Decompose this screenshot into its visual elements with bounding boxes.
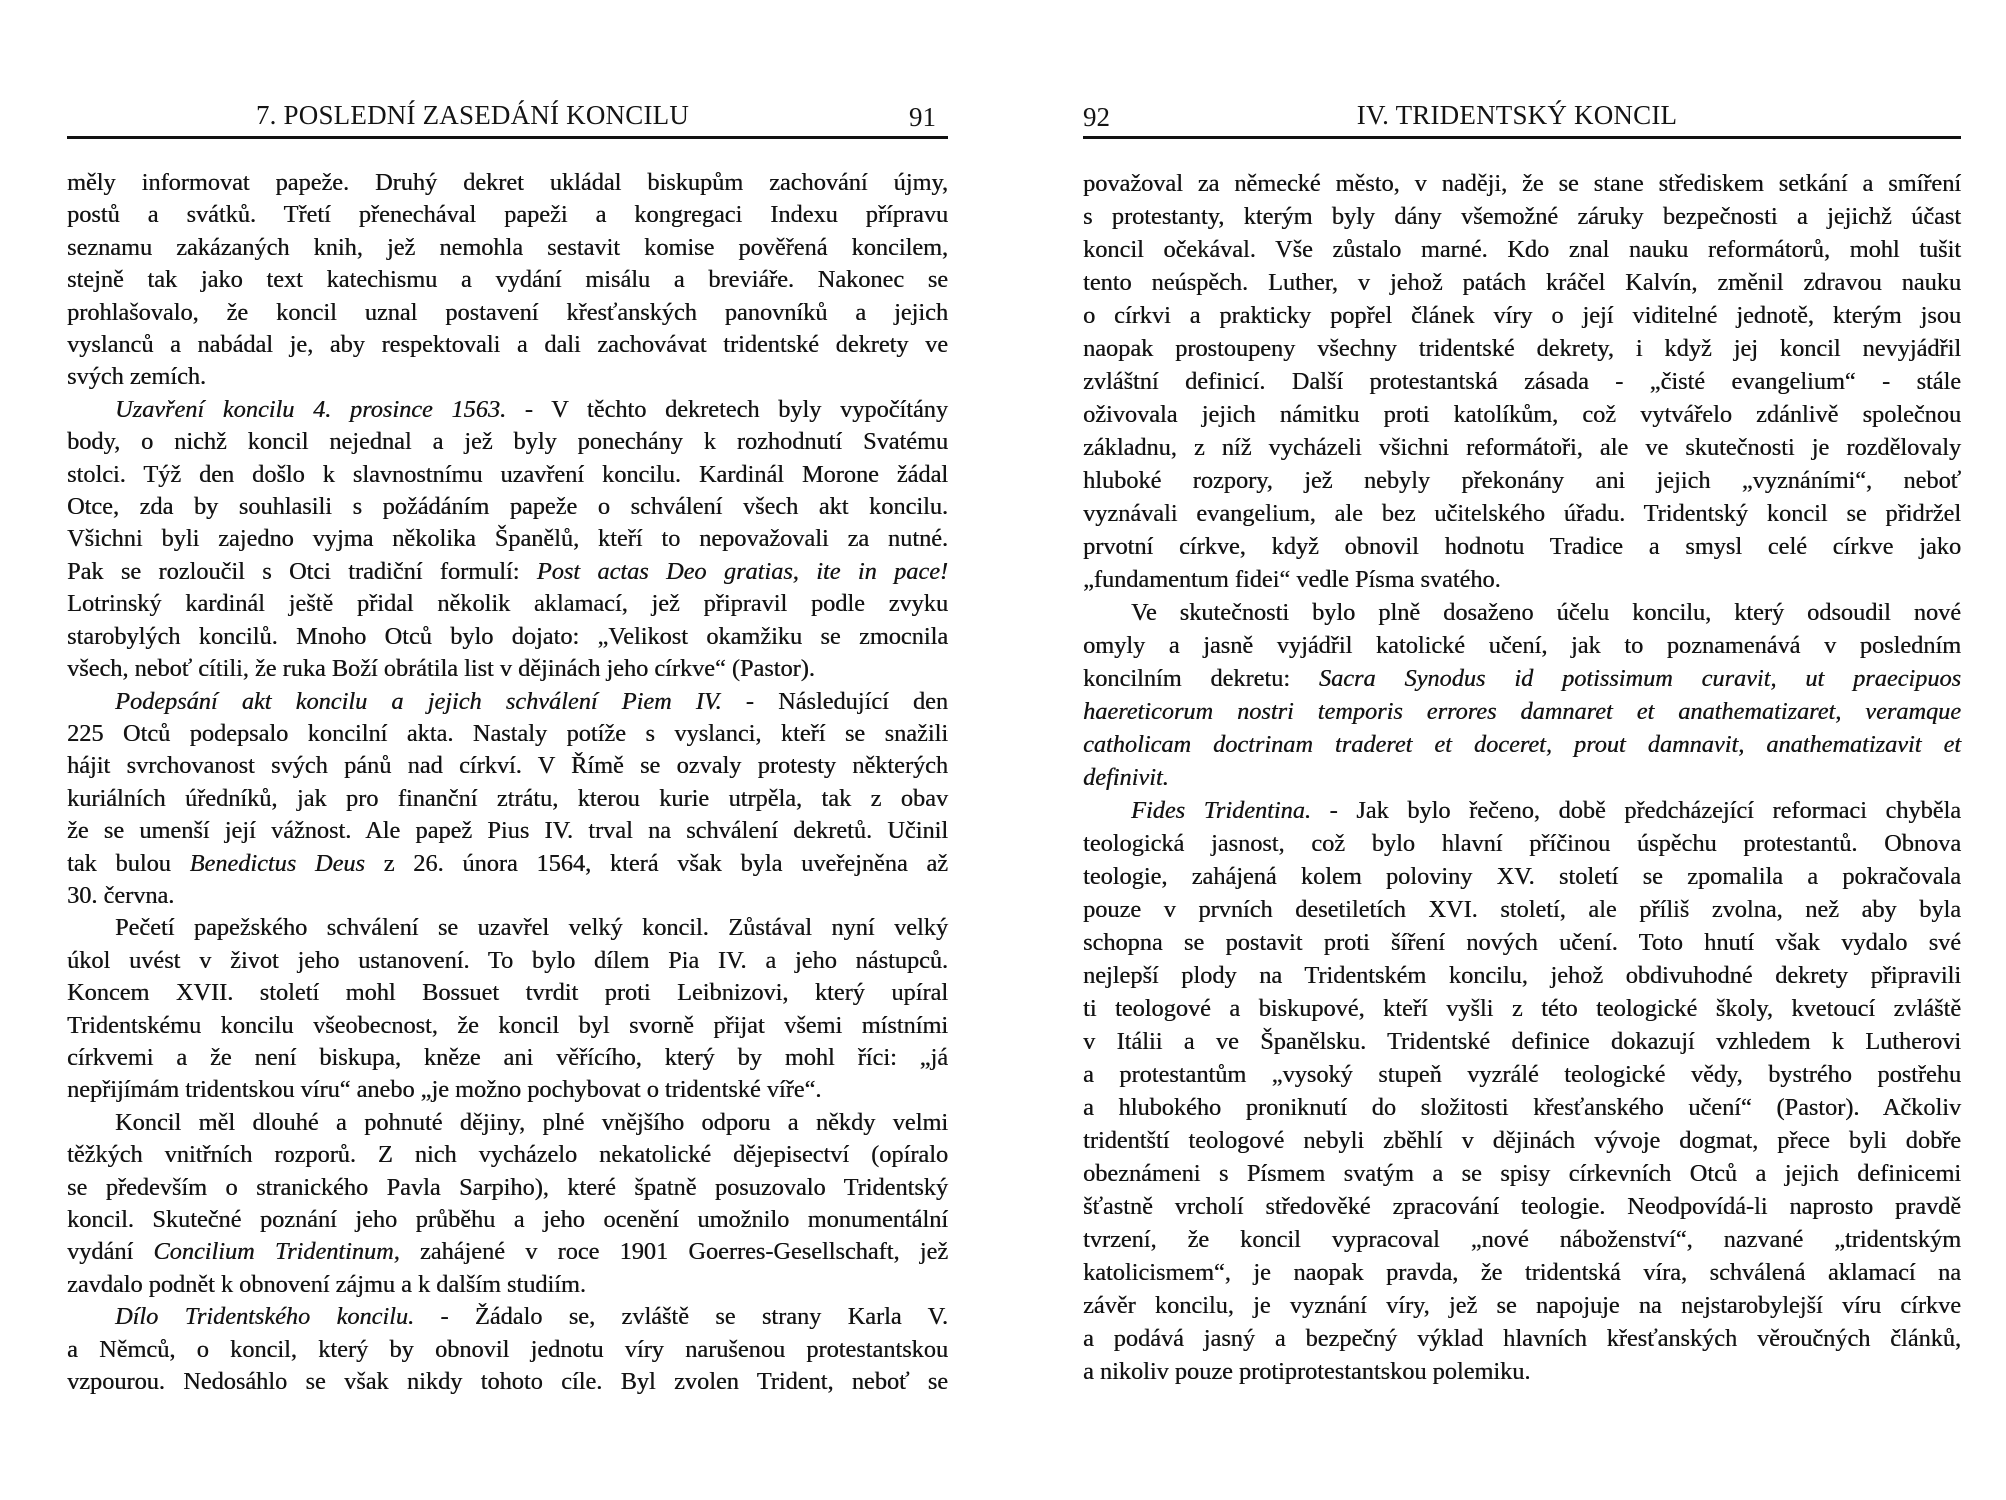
text-line [67,167,948,199]
text-line [1083,827,1961,860]
text-line [67,880,948,912]
text: šťastně vrcholí středověké zpracování teologie. Neodpovídá-li naprosto pravdě [1083,1193,1961,1220]
text-line [1083,299,1961,332]
text-line [67,848,948,880]
text-line [1083,1190,1961,1223]
page-number: 92 [1083,102,1110,132]
text: tvrzení, že koncil vypracoval „nové náboženství“, nazvané „tridentským [1083,1226,1961,1253]
text: schopna se postavit proti šíření nových učení. Toto hnutí však vydalo své [1083,929,1961,956]
italic-text: Sacra Synodus id potissimum curavit, ut praecipuos [1318,665,1961,692]
text: Koncil měl dlouhé a pohnuté dějiny, plné vnějšího odporu a někdy velmi [115,1108,948,1136]
paragraph [67,1301,948,1398]
text-line [67,1172,948,1204]
text: 225 Otců podepsalo koncilní akta. Nastaly potíže s vyslanci, kteří se snažili [67,719,948,747]
text-line [67,426,948,458]
italic-text: Dílo Tridentského koncilu. [115,1303,415,1331]
text: koncil. Skutečné poznání jeho průběhu a jeho ocenění umožnilo monumentální [67,1206,948,1233]
text-line [1083,1124,1961,1157]
paragraph [1083,596,1961,794]
text-line [1083,1025,1961,1058]
text-line [67,1107,948,1139]
text-line [67,718,948,750]
text-line [67,459,948,491]
text: Ve skutečnosti bylo plně dosaženo účelu koncilu, který odsoudil nové [1131,599,1961,626]
text-line [1083,1223,1961,1256]
text-line [67,783,948,815]
text: že se umenší její vážnost. Ale papež Pius IV. trval na schválení dekretů. Učinil [67,817,948,845]
chapter-title: 7. POSLEDNÍ ZASEDÁNÍ KONCILU [255,100,690,130]
text-line [1083,1289,1961,1322]
text-line [67,329,948,361]
text: obeznámeni s Písmem svatým a se spisy církevních Otců a jejich definicemi [1083,1160,1961,1187]
text: a podává jasný a bezpečný výklad hlavních křesťanských věroučných článků, [1083,1325,1961,1352]
paragraph [67,686,948,913]
text-line [67,361,948,393]
text-line [1083,695,1961,728]
text-line [67,523,948,555]
text: Pak se rozloučil s Otci tradiční formulí: [67,557,537,585]
text: vyslanců a nabádal je, aby respektovali a dali zachovávat tridentské dekrety ve [67,331,948,359]
text-line [1083,464,1961,497]
italic-text: Concilium Tridentinum, [153,1238,400,1266]
italic-text: Uzavření koncilu 4. prosince 1563. [115,395,507,423]
text-line [1083,233,1961,266]
header-rule [1083,136,1961,139]
text: z 26. února 1564, která však byla uveřejněna až [364,849,948,877]
italic-text: catholicam doctrinam traderet et doceret, prout damnavit, anathematizavit et [1083,731,1961,758]
text-line [1083,761,1961,794]
paragraph [1083,794,1961,1388]
text: zahájené v roce 1901 Goerres-Gesellschaft, jež [399,1238,949,1266]
page-body [67,167,948,1398]
text-line [1083,167,1961,200]
text: tridentští teologové nebyli zběhlí v dějinách vývoje dogmat, přece byli dobře [1083,1127,1961,1154]
text: hluboké rozpory, jež nebyly překonány ani jejich „vyznáními“, neboť [1083,467,1961,494]
text-line [1083,431,1961,464]
text: Otce, zda by souhlasili s požádáním papeže o schválení všech akt koncilu. [67,493,948,521]
italic-text: haereticorum nostri temporis errores damnaret et anathematizaret, veramque [1083,698,1961,725]
text: „fundamentum fidei“ vedle Písma svatého. [1083,566,1501,593]
text-line [1083,959,1961,992]
text-line [1083,992,1961,1025]
text: postů a svátků. Třetí přenechával papeži a kongregaci Indexu přípravu [67,201,948,229]
text: kuriálních úředníků, jak pro finanční ztrátu, kterou kurie utrpěla, tak z obav [67,784,948,812]
text-line [67,297,948,329]
text-line [1083,1355,1961,1388]
text: omyly a jasně vyjádřil katolické učení, jak to poznamenává v posledním [1083,632,1961,659]
text: svých zemích. [67,363,206,391]
text-line [67,394,948,426]
text: a hlubokého proniknutí do složitosti křesťanského učení“ (Pastor). Ačkoliv [1083,1094,1961,1121]
text: těžkých vnitřních rozporů. Z nich vycházelo nekatolické dějepisectví (opíralo [67,1141,948,1169]
text: tento neúspěch. Luther, v jehož patách kráčel Kalvín, změnil zdravou nauku [1083,269,1961,296]
running-header [67,96,948,134]
text-line [1083,728,1961,761]
paragraph [1083,167,1961,596]
text-line [67,750,948,782]
text-line [1083,662,1961,695]
text-line [67,556,948,588]
paragraph [67,912,948,1106]
text-line [1083,200,1961,233]
paragraph [67,394,948,686]
text: Koncem XVII. století mohl Bossuet tvrdit proti Leibnizovi, který upíral [67,979,948,1007]
text-line [1083,497,1961,530]
text-line [1083,596,1961,629]
text-line [67,199,948,231]
italic-text: definivit. [1083,764,1169,791]
text-line [67,1366,948,1398]
text-line [1083,1322,1961,1355]
text-line [67,1010,948,1042]
text-line [67,264,948,296]
text: Pečetí papežského schválení se uzavřel velký koncil. Zůstával nyní velký [115,914,948,942]
text-line [1083,1058,1961,1091]
page-body [1083,167,1961,1388]
text: nepřijímám tridentskou víru“ anebo „je možno pochybovat o tridentské víře“. [67,1076,822,1104]
text-line [1083,1157,1961,1190]
paragraph [67,167,948,394]
text: považoval za německé město, v naději, že se stane střediskem setkání a smíření [1083,170,1961,197]
text: s protestanty, kterým byly dány všemožné záruky bezpečnosti a jejichž účast [1083,203,1961,230]
text: ti teologové a biskupové, kteří vyšli z této teologické školy, kvetoucí zvláště [1083,995,1961,1022]
text-line [1083,629,1961,662]
paragraph [67,1107,948,1301]
text: 30. června. [67,881,175,909]
text: Všichni byli zajedno vyjma několika Španělů, kteří to nepovažovali za nutné. [67,525,948,553]
text: prohlašovalo, že koncil uznal postavení křesťanských panovníků a jejich [67,298,948,326]
text: body, o nichž koncil nejednal a jež byly ponechány k rozhodnutí Svatému [67,428,948,456]
text: starobylých koncilů. Mnoho Otců bylo dojato: „Velikost okamžiku se zmocnila [67,622,948,650]
text-line [67,1269,948,1301]
text: teologická jasnost, což bylo hlavní příčinou úspěchu protestantů. Obnova [1083,830,1961,857]
text-line [67,977,948,1009]
text: koncil očekával. Vše zůstalo marné. Kdo znal nauku reformátorů, mohl tušit [1083,236,1961,263]
text: a nikoliv pouze protiprotestantskou polemiku. [1083,1358,1531,1385]
italic-text: Fides Tridentina. [1131,797,1311,824]
text-line [1083,1091,1961,1124]
text-line [67,588,948,620]
text-line [1083,926,1961,959]
text-line [1083,365,1961,398]
text-line [67,653,948,685]
text: koncilním dekretu: [1083,665,1319,692]
text: - Žádalo se, zvláště se strany Karla V. [414,1303,948,1331]
text: o církvi a prakticky popřel článek víry o její viditelné jednotě, kterým jsou [1083,302,1961,329]
text-line [67,945,948,977]
text: Lotrinský kardinál ještě přidal několik aklamací, jež připravil podle zvyku [67,590,948,618]
text: zavdalo podnět k obnovení zájmu a k dalším studiím. [67,1270,586,1298]
text-line [67,1301,948,1333]
page-number: 91 [909,102,936,132]
text-line [67,686,948,718]
text: naopak prostoupeny všechny tridentské dekrety, i když jej koncil nevyjádřil [1083,335,1961,362]
text: závěr koncilu, je vyznání víry, jež se napojuje na nejstarobylejší víru církve [1083,1292,1961,1319]
text: měly informovat papeže. Druhý dekret ukládal biskupům zachování újmy, [67,169,948,196]
header-rule [67,136,948,139]
text: zvláštní definicí. Další protestantská zásada - „čisté evangelium“ - stále [1083,368,1961,395]
text-line [1083,563,1961,596]
text: a Němců, o koncil, který by obnovil jednotu víry narušenou protestantskou [67,1335,948,1363]
text-line [1083,332,1961,365]
text-line [67,815,948,847]
text: seznamu zakázaných knih, jež nemohla sestavit komise pověřená koncilem, [67,233,948,261]
text: vzpourou. Nedosáhlo se však nikdy tohoto cíle. Byl zvolen Trident, neboť se [67,1368,948,1396]
text: vydání [67,1238,154,1266]
text-line [1083,860,1961,893]
italic-text: Post actas Deo gratias, ite in pace! [536,557,948,585]
text-line [67,1042,948,1074]
text-line [1083,794,1961,827]
text-line [67,621,948,653]
italic-text: Benedictus Deus [189,849,365,877]
text: v Itálii a ve Španělsku. Tridentské definice dokazují vzhledem k Lutherovi [1083,1028,1961,1055]
text: teologie, zahájená kolem poloviny XV. století se zpomalila a pokračovala [1083,863,1961,890]
text: stolci. Týž den došlo k slavnostnímu uzavření koncilu. Kardinál Morone žádal [67,460,948,488]
text: oživovala jejich námitku proti katolíkům, což vytvářelo zdánlivě společnou [1083,401,1961,428]
text-line [67,1236,948,1268]
text: a protestantům „vysoký stupeň vyzrálé teologické vědy, bystrého postřehu [1083,1061,1961,1088]
italic-text: Podepsání akt koncilu a jejich schválení Piem IV. [115,687,722,715]
text-line [1083,398,1961,431]
text: stejně tak jako text katechismu a vydání misálu a breviáře. Nakonec se [67,266,948,294]
text-line [67,1204,948,1236]
text: hájit svrchovanost svých pánů nad církví. V Římě se ozvaly protesty některých [67,752,948,780]
text: - Jak bylo řečeno, době předcházející reformaci chyběla [1310,797,1961,824]
text-line [67,232,948,264]
text-line [67,1139,948,1171]
text: - V těchto dekretech byly vypočítány [506,395,948,423]
text: základnu, z níž vycházeli všichni reformátoři, ale ve skutečnosti je rozdělovaly [1083,434,1961,461]
text: církvemi a že není biskupa, kněze ani věřícího, který by mohl říci: „já [67,1043,948,1071]
text-line [1083,1256,1961,1289]
text: vyznávali evangelium, ale bez učitelského úřadu. Tridentský koncil se přidržel [1083,500,1961,527]
text-line [67,491,948,523]
text-line [67,912,948,944]
text-line [67,1334,948,1366]
running-header [1083,96,1961,134]
text: všech, neboť cítili, že ruka Boží obrátila list v dějinách jeho církve“ (Pastor). [67,655,815,683]
text: se především o stranického Pavla Sarpiho), které špatně posuzovalo Tridentský [67,1173,948,1201]
text: tak bulou [67,849,190,877]
text-line [1083,266,1961,299]
chapter-title: IV. TRIDENTSKÝ KONCIL [1356,100,1678,130]
text: prvotní církve, když obnovil hodnotu Tradice a smysl celé církve jako [1083,533,1961,560]
text: katolicismem“, je naopak pravda, že tridentská víra, schválená aklamací na [1083,1259,1961,1286]
text-line [67,1074,948,1106]
text: pouze v prvních desetiletích XVI. století, ale příliš zvolna, než aby byla [1083,896,1961,923]
text: Tridentskému koncilu všeobecnost, že koncil byl svorně přijat všemi místními [67,1011,948,1039]
text: úkol uvést v život jeho ustanovení. To bylo dílem Pia IV. a jeho nástupců. [67,946,948,974]
text-line [1083,893,1961,926]
text: - Následující den [721,687,948,715]
text-line [1083,530,1961,563]
text: nejlepší plody na Tridentském koncilu, jehož obdivuhodné dekrety připravili [1083,962,1961,989]
